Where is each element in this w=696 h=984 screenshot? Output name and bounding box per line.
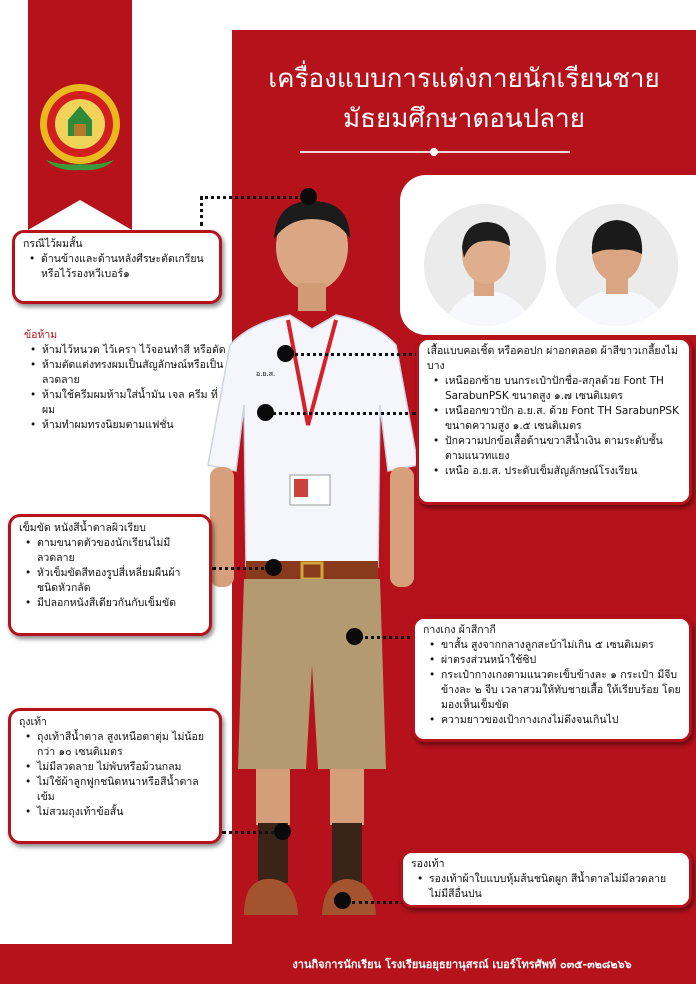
prohibited-item: • ห้ามไว้หนวด ไว้เครา ไว้จอนทำสี หรือดัด — [24, 343, 230, 358]
belt-connector — [212, 567, 272, 570]
title-divider-dot — [430, 148, 438, 156]
socks-rule-item: • ไม่มีลวดลาย ไม่พับหรือม้วนกลม — [19, 760, 211, 775]
belt-rule-item: • ตามขนาดตัวของนักเรียนไม่มีลวดลาย — [19, 536, 201, 566]
socks-rule-item: • ถุงเท้าสีน้ำตาล สูงเหนือตาตุ่ม ไม่น้อยกว่า ๑๐ เซนติเมตร — [19, 730, 211, 760]
prohibited-item: • ห้ามตัดแต่งทรงผมเป็นสัญลักษณ์หรือเป็นลวดลาย — [24, 358, 230, 388]
shirt-heading: เสื้อแบบคอเชิ้ต หรือคอปก ผ่าอกตลอด ผ้าสีขาวเกลี้ยงไม่บาง — [427, 345, 678, 372]
shirt-collar-connector — [288, 353, 418, 356]
pants-rule-item: • กระเป๋ากางเกงตามแนวตะเข็บข้างละ ๑ กระเป๋า มีจีบข้างละ ๒ จีบ เวลาสวมให้ทับชายเสื้อ ให้เรียบร้อย โดยมองเห็นเข็มขัด — [423, 668, 681, 713]
pocket-marker-dot — [257, 404, 274, 421]
pants-heading: กางเกง ผ้าสีกากี — [423, 624, 496, 636]
collar-marker-dot — [277, 345, 294, 362]
shirt-rule-item: • เหนือ อ.ย.ส. ประดับเข็มสัญลักษณ์โรงเรียน — [427, 464, 681, 479]
pants-rule-item: • ขาสั้น สูงจากกลางลูกสะบ้าไม่เกิน ๕ เซนติเมตร — [423, 638, 681, 653]
socks-heading: ถุงเท้า — [19, 716, 47, 728]
shoes-heading: รองเท้า — [411, 858, 445, 870]
hair-marker-dot — [300, 188, 317, 205]
hair-rule-item: • ด้านข้างและด้านหลังศีรษะตัดเกรียนหรือไว้รองหวีเบอร์๑ — [23, 252, 211, 282]
shirt-initials-embroidery: อ.ย.ส. — [256, 370, 276, 378]
shirt-rule-item: • ปักความปกข้อเสื้อด้านขวาสีน้ำเงิน ตามระดับชั้นตามแนวทแยง — [427, 434, 681, 464]
prohibited-item: • ห้ามใช้ครีมผมห้ามใส่น้ำมัน เจล ครีม ที่ผม — [24, 388, 230, 418]
footer-contact: งานกิจการนักเรียน โรงเรียนอยุธยานุสรณ์ เบอร์โทรศัพท์ ๐๓๕-๓๒๘๒๖๖ — [292, 958, 632, 971]
pants-rule-box — [412, 616, 692, 742]
belt-rule-item: • มีปลอกหนังสีเดียวกันกับเข็มขัด — [19, 596, 201, 611]
shoes-rule-item: • รองเท้าผ้าใบแบบหุ้มส้นชนิดผูก สีน้ำตาลไม่มีลวดลาย ไม่มีสีอื่นปน — [411, 872, 681, 902]
student-uniform-photo — [190, 195, 430, 925]
socks-rule-item: • ไม่ใช้ผ้าลูกฟูกชนิดหนาหรือสีน้ำตาลเข้ม — [19, 775, 211, 805]
pants-rule-item: • ความยาวของเป้ากางเกงไม่ดึงจนเกินไป — [423, 713, 681, 728]
prohibited-heading: ข้อห้าม — [24, 329, 58, 341]
hair-rule-box — [12, 230, 222, 304]
pants-marker-dot — [346, 628, 363, 645]
page-title-line2: มัธยมศึกษาตอนปลาย — [343, 104, 585, 134]
shirt-rule-box — [416, 337, 692, 505]
shirt-pocket-connector — [266, 412, 416, 415]
pants-rule-item: • ผ่าตรงส่วนหน้าใช้ซิป — [423, 653, 681, 668]
shirt-rule-item: • เหนืออกซ้าย บนกระเป๋าปักชื่อ-สกุลด้วย Font TH SarabunPSK ขนาดสูง ๑.๗ เซนติเมตร — [427, 374, 681, 404]
socks-rule-box — [8, 708, 222, 844]
hair-connector — [200, 196, 203, 226]
socks-connector — [222, 831, 282, 834]
shoes-connector — [352, 901, 404, 904]
hair-heading: กรณีไว้ผมสั้น — [23, 238, 83, 250]
socks-marker-dot — [274, 823, 291, 840]
shirt-rule-item: • เหนืออกขวาปัก อ.ย.ส. ด้วย Font TH SarabunPSK ขนาดความสูง ๑.๕ เซนติเมตร — [427, 404, 681, 434]
shoes-marker-dot — [334, 892, 351, 909]
prohibited-list — [24, 328, 230, 433]
page-title-line1: เครื่องแบบการแต่งกายนักเรียนชาย — [268, 64, 660, 94]
belt-heading: เข็มขัด หนังสีน้ำตาลผิวเรียบ — [19, 522, 146, 534]
belt-rule-box — [8, 514, 212, 636]
pants-connector — [360, 636, 416, 639]
belt-rule-item: • หัวเข็มขัดสีทองรูปสี่เหลี่ยมผืนผ้าชนิดหัวกลัด — [19, 566, 201, 596]
socks-rule-item: • ไม่สวมถุงเท้าข้อสั้น — [19, 805, 211, 820]
shoes-rule-box — [400, 850, 692, 908]
hair-back-photo — [556, 204, 678, 326]
hair-connector-h — [200, 196, 304, 199]
prohibited-item: • ห้ามทำผมทรงนิยมตามแฟชั่น — [24, 418, 230, 433]
belt-marker-dot — [265, 559, 282, 576]
school-seal-logo — [38, 80, 122, 180]
hair-side-photo — [424, 204, 546, 326]
